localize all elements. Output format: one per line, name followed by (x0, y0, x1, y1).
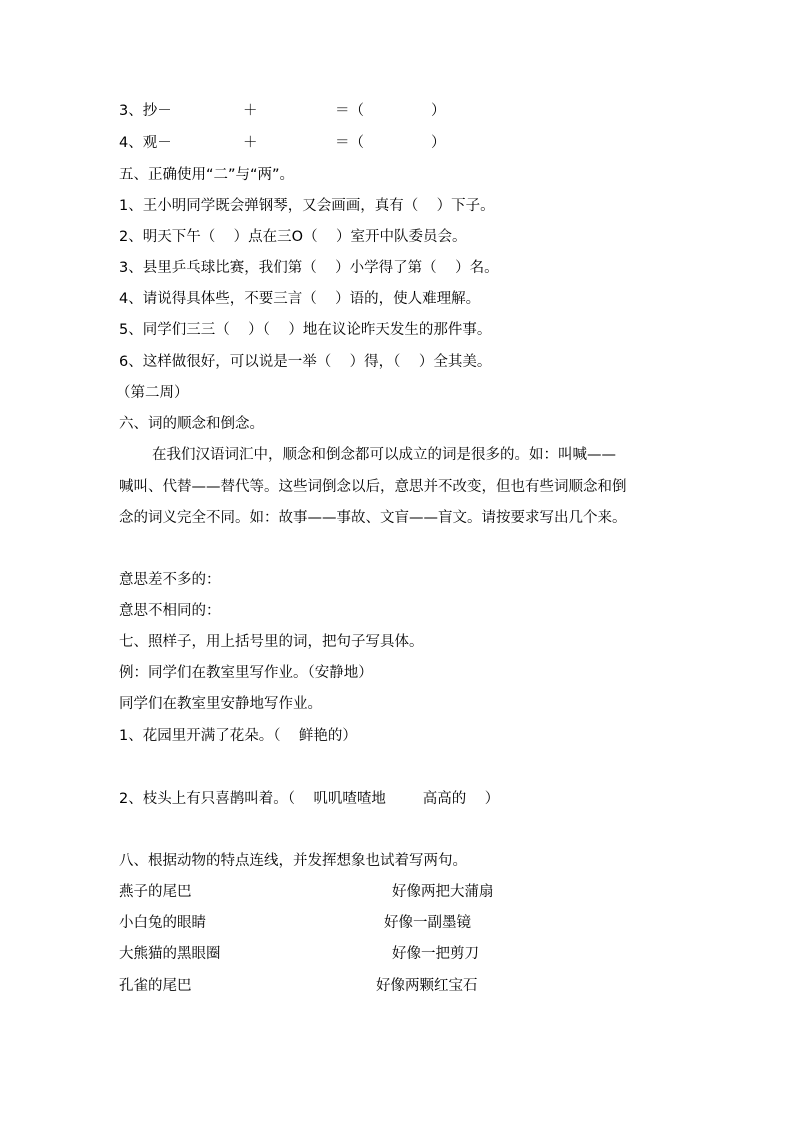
formula-close: ） (431, 135, 446, 151)
section6-paragraph-line-3: 念的词义完全不同。如：故事——事故、文盲——盲文。请按要求写出几个来。 (119, 510, 627, 526)
formula-plus: ＋ (243, 135, 258, 151)
formula-left: 4、观－ (119, 135, 172, 151)
section6-similar-label: 意思差不多的： (119, 572, 221, 588)
matching-right-item: 好像两把大蒲扇 (392, 884, 494, 900)
matching-left-item: 孔雀的尾巴 (119, 978, 192, 994)
matching-left-item: 大熊猫的黑眼圈 (119, 946, 221, 962)
section5-item-1: 1、王小明同学既会弹钢琴，又会画画，真有（ ）下子。 (119, 198, 495, 214)
section6-different-label: 意思不相同的： (119, 603, 221, 619)
formula-plus: ＋ (243, 103, 258, 119)
section6-heading: 六、词的顺念和倒念。 (119, 416, 264, 432)
section5-item-3: 3、县里乒乓球比赛，我们第（ ）小学得了第（ ）名。 (119, 260, 499, 276)
formula-left: 3、抄－ (119, 103, 172, 119)
section5-item-6: 6、这样做很好，可以说是一举（ ）得，（ ）全其美。 (119, 354, 492, 370)
matching-left-item: 燕子的尾巴 (119, 884, 192, 900)
matching-right-item: 好像一把剪刀 (392, 946, 479, 962)
section5-item-4: 4、请说得具体些，不要三言（ ）语的，使人难理解。 (119, 291, 481, 307)
section7-example-answer: 同学们在教室里安静地写作业。 (119, 696, 322, 712)
matching-right-item: 好像两颗红宝石 (376, 978, 478, 994)
section8-heading: 八、根据动物的特点连线，并发挥想象也试着写两句。 (119, 853, 467, 869)
section7-heading: 七、照样子，用上括号里的词，把句子写具体。 (119, 634, 424, 650)
section7-item-1: 1、花园里开满了花朵。（ 鲜艳的） (119, 728, 357, 744)
section5-item-2: 2、明天下午（ ）点在三O（ ）室开中队委员会。 (119, 229, 467, 245)
formula-close: ） (431, 103, 446, 119)
section6-paragraph-line-1: 在我们汉语词汇中，顺念和倒念都可以成立的词是很多的。如：叫喊—— (152, 447, 616, 463)
formula-equals: ＝（ (335, 103, 364, 119)
matching-left-item: 小白兔的眼睛 (119, 915, 206, 931)
week-label: （第二周） (116, 385, 189, 401)
section6-paragraph-line-2: 喊叫、代替——替代等。这些词倒念以后，意思并不改变，但也有些词顺念和倒 (119, 479, 627, 495)
formula-equals: ＝（ (335, 135, 364, 151)
section5-item-5: 5、同学们三三（ ）（ ）地在议论昨天发生的那件事。 (119, 322, 492, 338)
section7-example: 例：同学们在教室里写作业。（安静地） (119, 665, 373, 681)
section5-heading: 五、正确使用“二”与“两”。 (119, 167, 295, 183)
matching-right-item: 好像一副墨镜 (384, 915, 471, 931)
section7-item-2: 2、枝头上有只喜鹊叫着。（ 叽叽喳喳地 高高的 ） (119, 791, 500, 807)
